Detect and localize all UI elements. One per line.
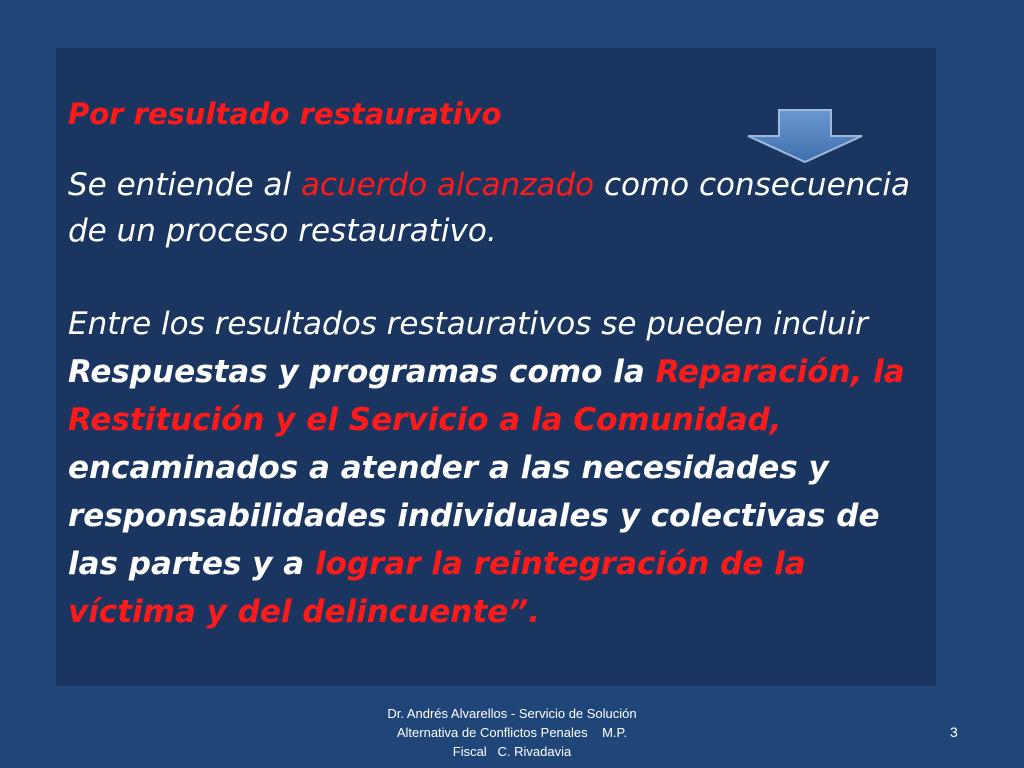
page-number: 3 — [950, 724, 958, 740]
results-bold-middle: encaminados a atender a las necesidades y responsabilidades individuales y colectivas de las partes y a — [68, 450, 880, 582]
results-red-end: lograr la reintegración de la víctima y del delincuente”. — [68, 546, 806, 630]
definition-paragraph — [68, 162, 926, 254]
footer-line-2: Alternativa de Conflictos Penales M.P. — [396, 725, 628, 740]
spacer — [68, 254, 926, 300]
definition-highlight: acuerdo alcanzado — [300, 167, 595, 203]
definition-text-before: Se entiende al — [68, 167, 301, 203]
spacer — [68, 134, 926, 162]
results-paragraph — [68, 300, 926, 636]
footer-line-3: Fiscal C. Rivadavia — [452, 744, 572, 759]
slide-heading: Por resultado restaurativo — [68, 97, 502, 131]
results-red-programs: Reparación, la Restitución y el Servicio a la Comunidad, — [68, 354, 905, 438]
results-intro: Entre los resultados restaurativos se pueden incluir — [68, 306, 868, 342]
results-bold-start: Respuestas y programas como la — [68, 354, 656, 390]
footer-line-1: Dr. Andrés Alvarellos - Servicio de Solución — [387, 706, 637, 721]
slide-text — [68, 94, 926, 636]
content-box — [56, 48, 936, 686]
definition-text-after: como consecuencia de un proceso restaurativo. — [68, 167, 910, 249]
slide-footer — [352, 704, 672, 761]
